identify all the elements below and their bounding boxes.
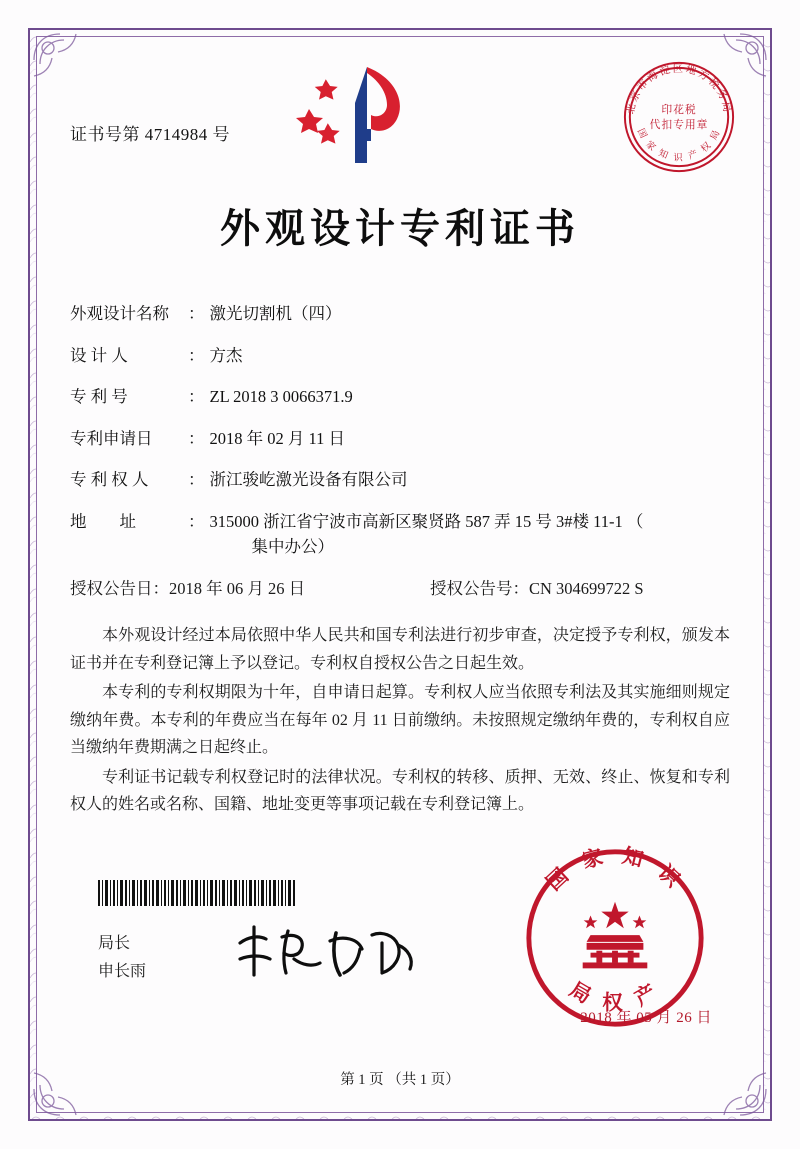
- announcement-date-value: 2018 年 06 月 26 日: [169, 578, 306, 598]
- field-colon: ：: [188, 387, 205, 406]
- address-line-1: 315000 浙江省宁波市高新区聚贤路 587 弄 15 号 3#楼 11-1 （: [209, 511, 644, 531]
- field-colon: ：: [188, 511, 205, 531]
- official-seal: [522, 845, 708, 1031]
- field-label: 专 利 号: [70, 387, 128, 406]
- field-value: [209, 511, 731, 556]
- field-row-design-name: [70, 306, 730, 323]
- handwritten-signature: [232, 915, 422, 985]
- announcement-number-label: 授权公告号: [430, 578, 513, 598]
- svg-text:代扣专用章: 代扣专用章: [649, 117, 709, 131]
- field-label: 专 利 权 人: [70, 470, 149, 489]
- field-colon: ：: [188, 304, 205, 323]
- paragraph-1: 本外观设计经过本局依照中华人民共和国专利法进行初步审查，决定授予专利权，颁发本证书并在专利登记簿上予以登记。专利权自授权公告之日起生效。: [70, 627, 730, 672]
- field-value: 方杰: [209, 345, 243, 365]
- field-label: 地 址: [70, 511, 136, 531]
- announcement-number-group: [430, 578, 644, 598]
- page-footer: 第 1 页 （共 1 页）: [340, 1072, 460, 1088]
- field-row-application-date: [70, 428, 730, 448]
- svg-text:北京市海淀区地方税务局: 北京市海淀区地方税务局: [624, 62, 734, 116]
- field-row-announcement: [70, 578, 730, 598]
- signature-role: 局长: [98, 935, 131, 952]
- announcement-date-group: [70, 578, 430, 598]
- field-row-designer: [70, 345, 730, 365]
- field-label: 外观设计名称: [70, 304, 169, 323]
- field-colon: ：: [188, 470, 205, 489]
- field-value: 浙江骏屹激光设备有限公司: [209, 470, 408, 489]
- field-label: 专利申请日: [70, 428, 153, 448]
- field-colon: ：: [188, 428, 205, 448]
- field-label: 设 计 人: [70, 345, 128, 365]
- signature-name: 申长雨: [98, 963, 147, 980]
- page-title: 外观设计专利证书: [220, 205, 580, 252]
- certificate-number: 证书号第 4714984 号: [70, 125, 230, 144]
- signature-block: [98, 930, 146, 986]
- field-colon: ：: [188, 345, 205, 365]
- svg-text:印花税: 印花税: [661, 103, 697, 117]
- field-colon: ：: [152, 578, 169, 598]
- field-list: [70, 306, 730, 597]
- barcode: [98, 880, 298, 906]
- paragraph-3: 专利证书记载专利权登记时的法律状况。专利权的转移、质押、无效、终止、恢复和专利权人的姓名或名称、国籍、地址变更等事项记载在专利登记簿上。: [70, 768, 730, 814]
- field-row-patent-number: [70, 389, 730, 406]
- field-row-patentee: [70, 472, 730, 489]
- seal-date: 2018 年 05 月 26 日: [580, 1010, 712, 1026]
- legal-text: [70, 622, 730, 819]
- field-colon: ：: [512, 578, 529, 598]
- field-value: ZL 2018 3 0066371.9: [209, 387, 353, 406]
- paragraph-2: 本专利的专利权期限为十年，自申请日起算。专利权人应当依照专利法及其实施细则规定缴纳年费。本专利的年费应当在每年 02 月 11 日前缴纳。未按照规定缴纳年费的，专利权自应当缴纳年费期满之日起终止。: [70, 684, 730, 757]
- certificate-content: [70, 60, 730, 821]
- svg-text:局 权 产: 局 权 产: [565, 977, 665, 1015]
- field-row-address: [70, 511, 730, 556]
- announcement-number-value: CN 304699722 S: [529, 578, 644, 598]
- svg-text:国 家 知 识 产 权 局: 国 家 知 识 产 权 局: [634, 126, 724, 164]
- field-value: 激光切割机（四）: [209, 304, 342, 323]
- svg-text:国 家 知 识: 国 家 知 识: [541, 845, 689, 896]
- address-line-2: 集中办公）: [251, 537, 334, 556]
- field-value: 2018 年 02 月 11 日: [209, 428, 346, 448]
- announcement-date-label: 授权公告日: [70, 578, 153, 598]
